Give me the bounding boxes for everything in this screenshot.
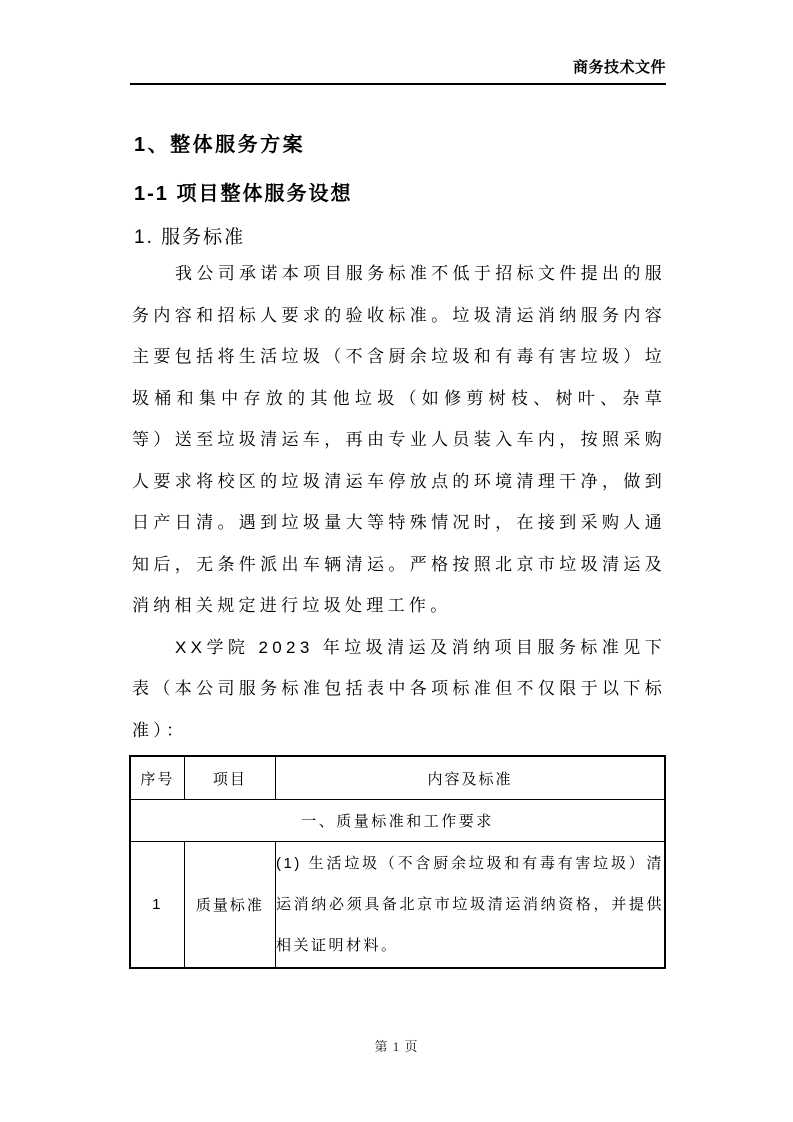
paragraph-service-commitment: 我公司承诺本项目服务标准不低于招标文件提出的服务内容和招标人要求的验收标准。垃圾清运消纳服务内容主要包括将生活垃圾（不含厨余垃圾和有毒有害垃圾）垃圾桶和集中存放的其他垃圾（如修剪树枝、树叶、杂草等）送至垃圾清运车，再由专业人员装入车内，按照采购人要求将校区的垃圾清运车停放点的环境清理干净，做到日产日清。遇到垃圾量大等特殊情况时，在接到采购人通知后，无条件派出车辆清运。严格按照北京市垃圾清运及消纳相关规定进行垃圾处理工作。 bbox=[132, 264, 666, 615]
page-number: 第 1 页 bbox=[374, 1039, 419, 1054]
table-header-item: 项目 bbox=[184, 756, 275, 800]
cell-row-number: 1 bbox=[130, 842, 184, 969]
heading-overall-service-plan: 1、整体服务方案 bbox=[134, 134, 306, 156]
paragraph-table-intro: XX学院 2023 年垃圾清运及消纳项目服务标准见下表（本公司服务标准包括表中各项标准但不仅限于以下标准）： bbox=[132, 637, 666, 740]
heading-project-service-concept: 1-1 项目整体服务设想 bbox=[134, 183, 353, 205]
heading-service-standard: 1. 服务标准 bbox=[134, 227, 246, 248]
table-header-no: 序号 bbox=[130, 756, 184, 800]
table-section-title: 一、质量标准和工作要求 bbox=[130, 800, 665, 842]
table-row bbox=[130, 842, 665, 969]
service-standards-table bbox=[129, 755, 666, 969]
cell-content-standard: (1) 生活垃圾（不含厨余垃圾和有毒有害垃圾）清运消纳必须具备北京市垃圾清运消纳资格，并提供相关证明材料。 bbox=[276, 842, 665, 969]
document-body bbox=[129, 84, 666, 969]
table-header-row bbox=[130, 756, 665, 800]
table-header-content: 内容及标准 bbox=[276, 756, 665, 800]
document-header-label: 商务技术文件 bbox=[130, 56, 666, 85]
table-section-row bbox=[130, 800, 665, 842]
cell-item-name: 质量标准 bbox=[184, 842, 275, 969]
